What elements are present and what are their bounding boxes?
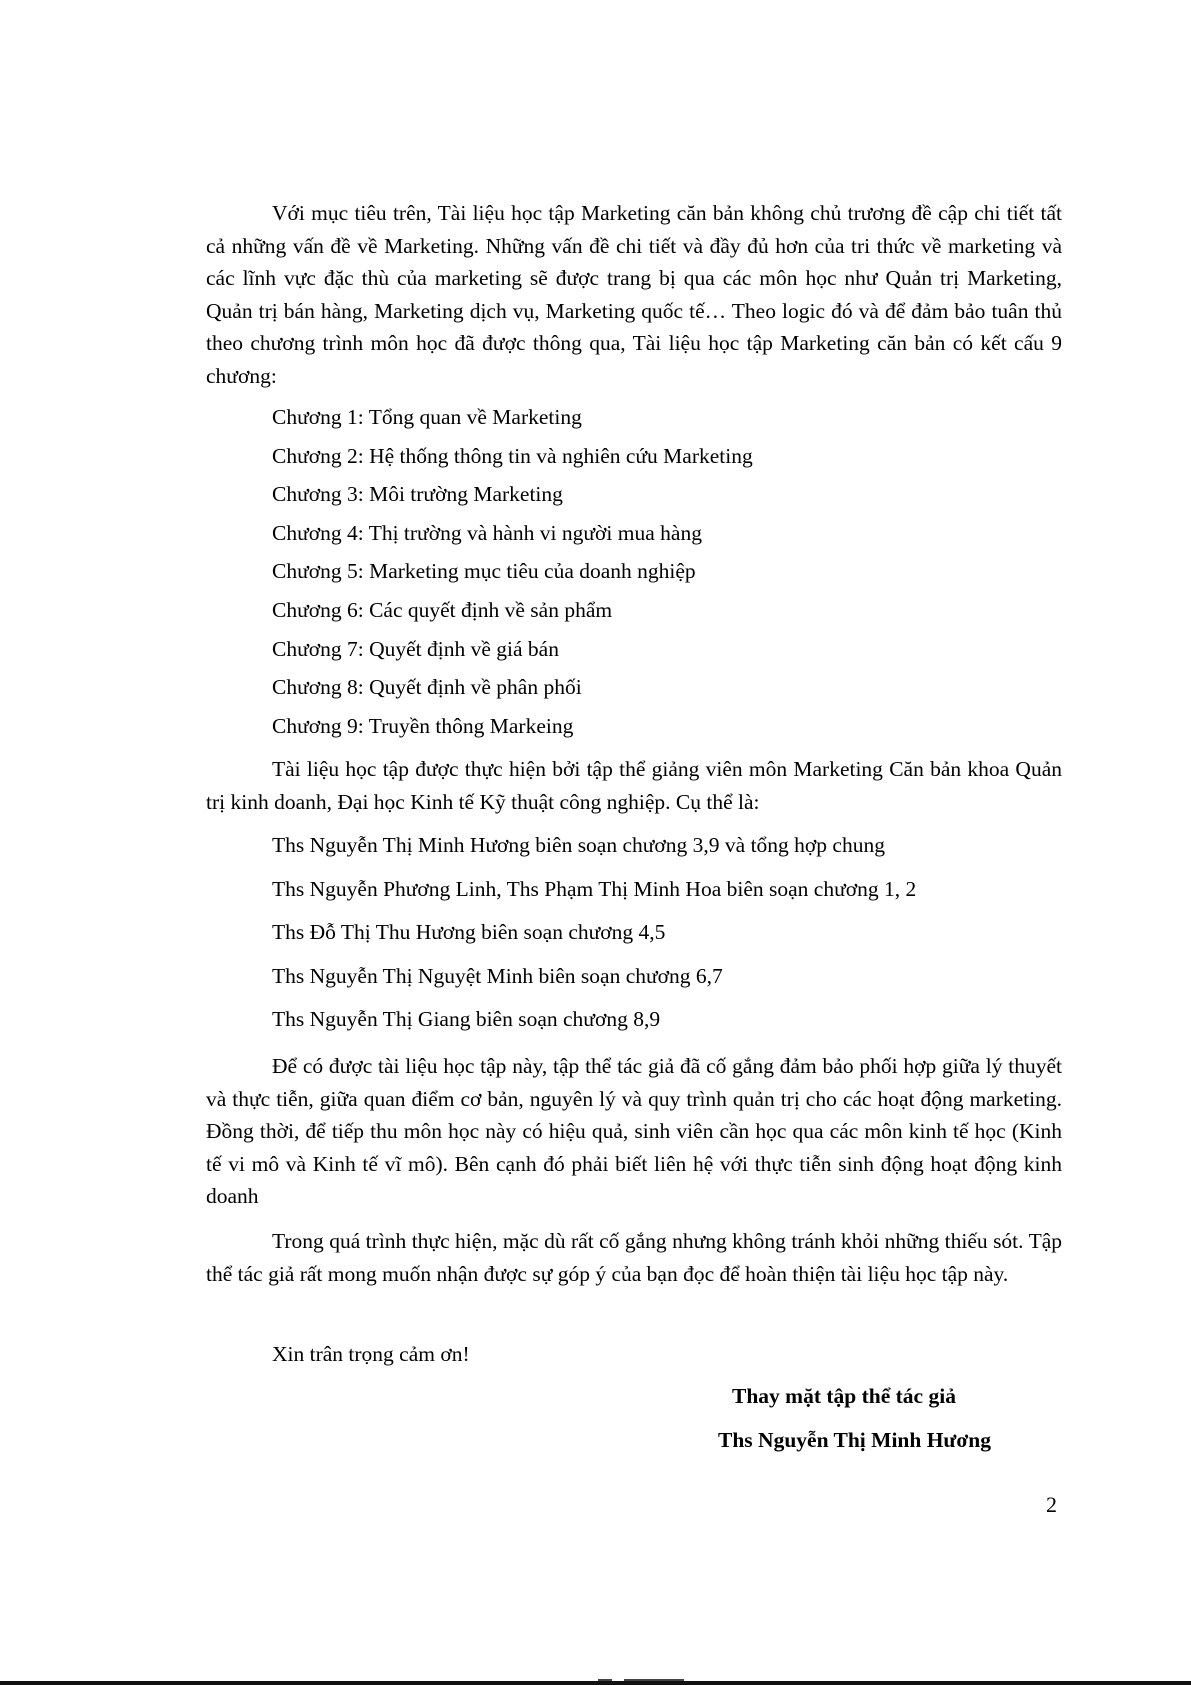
chapter-item: Chương 1: Tổng quan về Marketing <box>272 405 582 429</box>
intro-paragraph: Với mục tiêu trên, Tài liệu học tập Marketing căn bản không chủ trương đề cập chi tiết tất cả những vấn đề về Marketing. Những vấn đề chi tiết và đầy đủ hơn của tri thức về marketing và các lĩnh vực đặc thù của marketing sẽ được trang bị qua các môn học như Quản trị Marketing, Quản trị bán hàng, Marketing dịch vụ, Marketing quốc tế… Theo logic đó và để đảm bảo tuân thủ theo chương trình môn học đã được thông qua, Tài liệu học tập Marketing căn bản có kết cấu 9 chương: <box>206 201 1062 388</box>
chapter-item: Chương 2: Hệ thống thông tin và nghiên cứu Marketing <box>272 443 753 468</box>
chapter-item: Chương 4: Thị trường và hành vi người mua hàng <box>272 520 702 545</box>
chapter-item: Chương 7: Quyết định về giá bán <box>272 636 559 661</box>
chapter-item: Chương 5: Marketing mục tiêu của doanh nghiệp <box>272 559 696 584</box>
chapter-item: Chương 6: Các quyết định về sản phẩm <box>272 597 613 622</box>
author-item: Ths Đỗ Thị Thu Hương biên soạn chương 4,5 <box>272 920 666 945</box>
author-item: Ths Nguyễn Thị Nguyệt Minh biên soạn chương 6,7 <box>272 963 723 988</box>
page-bottom-edge <box>0 1681 1191 1685</box>
authors-intro-paragraph: Tài liệu học tập được thực hiện bởi tập thể giảng viên môn Marketing Căn bản khoa Quản trị kinh doanh, Đại học Kinh tế Kỹ thuật công nghiệp. Cụ thể là: <box>206 757 1062 814</box>
chapter-item: Chương 3: Môi trường Marketing <box>272 482 563 507</box>
page-number: 2 <box>1046 1492 1057 1517</box>
signature-name: Ths Nguyễn Thị Minh Hương <box>718 1428 991 1452</box>
chapter-item: Chương 9: Truyền thông Markeing <box>272 713 574 738</box>
signature-title: Thay mặt tập thể tác giả <box>732 1384 956 1408</box>
study-paragraph: Để có được tài liệu học tập này, tập thể tác giả đã cố gắng đảm bảo phối hợp giữa lý thuyết và thực tiễn, giữa quan điểm cơ bản, nguyên lý và quy trình quản trị cho các hoạt động marketing. Đồng thời, để tiếp thu môn học này có hiệu quả, sinh viên cần học qua các môn kinh tế học (Kinh tế vi mô và Kinh tế vĩ mô). Bên cạnh đó phải biết liên hệ với thực tiễn sinh động hoạt động kinh doanh <box>206 1054 1062 1208</box>
author-item: Ths Nguyễn Thị Giang biên soạn chương 8,9 <box>272 1007 661 1032</box>
author-item: Ths Nguyễn Thị Minh Hương biên soạn chương 3,9 và tổng hợp chung <box>272 833 885 857</box>
author-item: Ths Nguyễn Phương Linh, Ths Phạm Thị Minh Hoa biên soạn chương 1, 2 <box>272 876 917 901</box>
chapter-item: Chương 8: Quyết định về phân phối <box>272 675 582 700</box>
chapter-list <box>272 401 753 748</box>
author-list <box>272 829 916 1047</box>
feedback-paragraph: Trong quá trình thực hiện, mặc dù rất cố gắng nhưng không tránh khỏi những thiếu sót. Tập thể tác giả rất mong muốn nhận được sự góp ý của bạn đọc để hoàn thiện tài liệu học tập này. <box>206 1229 1062 1286</box>
thanks-line: Xin trân trọng cảm ơn! <box>272 1342 470 1366</box>
